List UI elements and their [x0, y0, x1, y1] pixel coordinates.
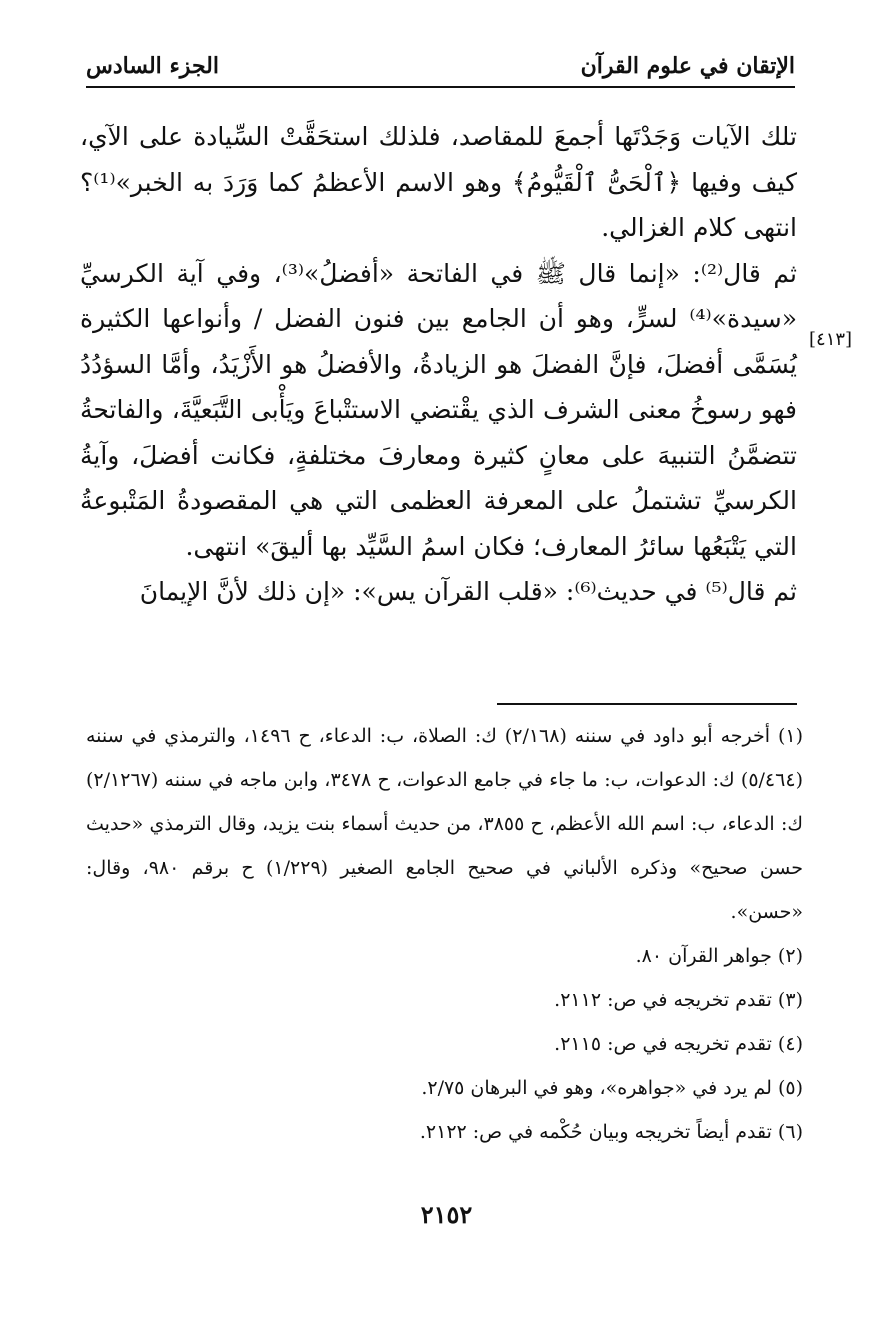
footnote-1: (١) أخرجه أبو داود في سننه (٢/١٦٨) ك: الصلاة، ب: الدعاء، ح ١٤٩٦، والترمذي في سننه (٥/٤٦٤) ك: الدعوات، ب: ما جاء في جامع الدعوات، ح ٣٤٧٨، وابن ماجه في سننه (٢/١٢٦٧) ك: الدعاء، ب: اسم الله الأعظم، ح ٣٨٥٥، من حديث أسماء بنت يزيد، وقال الترمذي «حديث حسن صحيح» وذكره الألباني في صحيح الجامع الصغير (١/٢٢٩) ح برقم ٩٨٠، وقال: «حسن».: [86, 725, 804, 923]
page-header: [86, 46, 795, 88]
footnote-4: (٤) تقدم تخريجه في ص: ٢١١٥.: [554, 1033, 803, 1055]
footnote-6: (٦) تقدم أيضاً تخريجه وبيان حُكْمه في ص: ٢١٢٢.: [419, 1121, 803, 1143]
page-number: ٢١٥٢: [420, 1200, 473, 1229]
marginal-page-reference: [٤١٣]: [809, 329, 853, 350]
paragraph-2: ثم قال⁽²⁾: «إنما قال ﷺ في الفاتحة «أفضلُ»⁽³⁾، وفي آية الكرسيِّ «سيدة»⁽⁴⁾ لسرٍّ، وهو أن الجامع بين فنون الفضل / وأنواعها الكثيرة يُسَمَّى أفضلَ، فإنَّ الفضلَ هو الزيادةُ، والأفضلُ هو الأَزْيَدُ، وأمَّا السؤدُدُ فهو رسوخُ معنى الشرف الذي يقْتضي الاستتْباعَ ويَأْبى التَّبَعيَّةَ، والفاتحةُ تتضمَّنُ التنبيهَ على معانٍ كثيرة ومعارفَ مختلفةٍ، فكانت أفضلَ، وآيةُ الكرسيِّ تشتملُ على المعرفة العظمى التي هي المقصودةُ المَتْبوعةُ التي يَتْبَعُها سائرُ المعارف؛ فكان اسمُ السَّيِّد بها أليقَ» انتهى.: [80, 258, 797, 561]
paragraph-1: تلك الآيات وَجَدْتَها أجمعَ للمقاصد، فلذلك استحَقَّتْ السِّيادة على الآي، كيف وفيها ﴿ٱلْحَىُّ ٱلْقَيُّومُ﴾ وهو الاسم الأعظمُ كما وَرَدَ به الخبر»⁽¹⁾؟ انتهى كلام الغزالي.: [80, 122, 797, 242]
footnote-separator: [497, 703, 797, 705]
volume-label: الجزء السادس: [86, 53, 219, 79]
book-title: الإتقان في علوم القرآن: [580, 53, 795, 79]
footnote-3: (٣) تقدم تخريجه في ص: ٢١١٢.: [554, 989, 803, 1011]
paragraph-3: ثم قال⁽⁵⁾ في حديث⁽⁶⁾: «قلب القرآن يس»: «إن ذلك لأنَّ الإيمانَ: [139, 577, 797, 606]
footnote-2: (٢) جواهر القرآن ٨٠.: [635, 945, 803, 967]
main-text: [80, 114, 797, 615]
footnote-5: (٥) لم يرد في «جواهره»، وهو في البرهان ٢/٧٥.: [421, 1077, 803, 1099]
footnotes: [86, 714, 803, 1154]
